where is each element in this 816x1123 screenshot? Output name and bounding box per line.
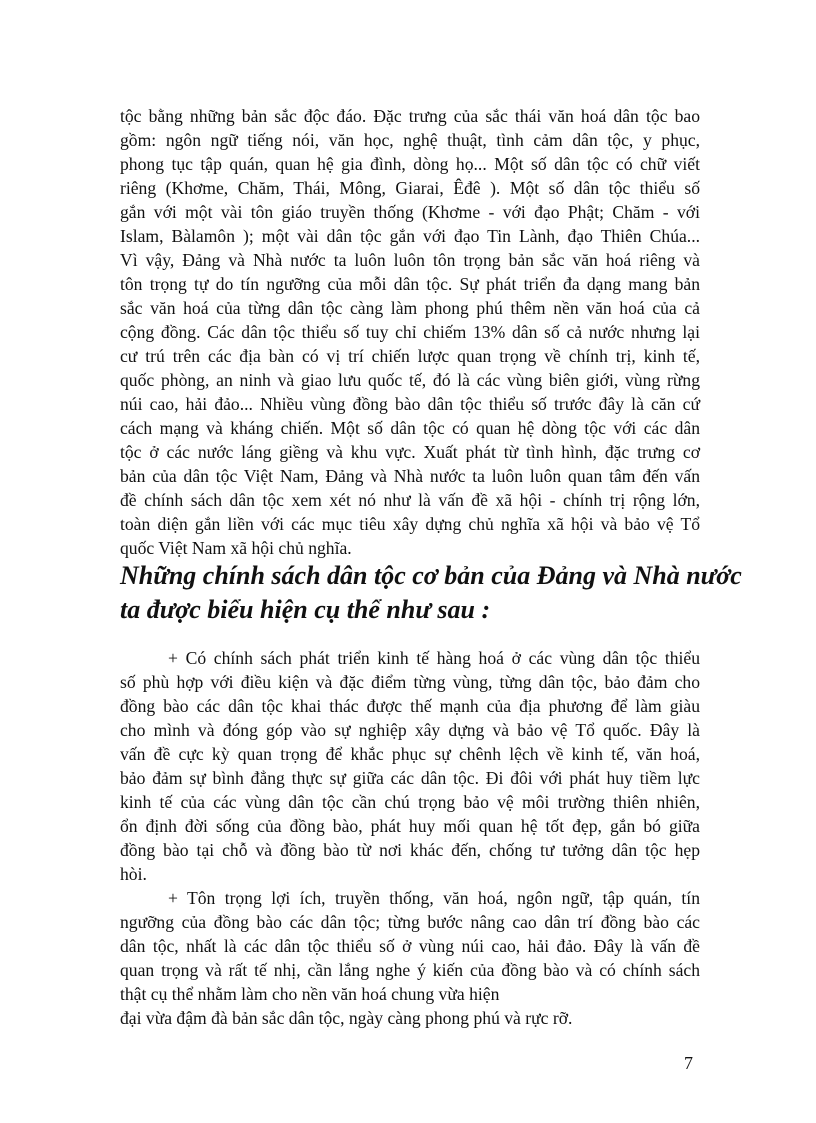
text-line: tôn trọng tự do tín ngưỡng của mỗi dân tộc. Sự phát triển đa dạng mang bản [120,274,700,294]
text-line: sắc văn hoá của từng dân tộc càng làm phong phú thêm nền văn hoá của cả [120,298,700,318]
text-line: cư trú trên các địa bàn có vị trí chiến lược quan trọng về chính trị, kinh tế, [120,346,700,366]
text-line: đồng bào tại chỗ và đồng bào từ nơi khác đến, chống tư tưởng dân tộc hẹp [120,840,700,860]
page-number: 7 [684,1053,693,1073]
text-line: Islam, Bàlamôn ); một vài dân tộc gắn với đạo Tin Lành, đạo Thiên Chúa... [120,226,700,246]
text-line: gồm: ngôn ngữ tiếng nói, văn học, nghệ thuật, tình cảm dân tộc, y phục, [120,130,700,150]
text-line: Vì vậy, Đảng và Nhà nước ta luôn luôn tôn trọng bản sắc văn hoá riêng và [120,250,700,270]
text-line: kinh tế của các vùng dân tộc cần chú trọng bảo vệ môi trường thiên nhiên, [120,792,700,812]
text-line: dân tộc, nhất là các dân tộc thiểu số ở vùng núi cao, hải đảo. Đây là vấn đề [120,936,700,956]
text-line: quốc phòng, an ninh và giao lưu quốc tế, đó là các vùng biên giới, vùng rừng [120,370,700,390]
text-line: vấn đề cực kỳ quan trọng để khắc phục sự chênh lệch về kinh tế, văn hoá, [120,744,700,764]
text-line: đại vừa đậm đà bản sắc dân tộc, ngày càng phong phú và rực rỡ. [120,1008,573,1028]
heading-line: ta được biểu hiện cụ thể như sau : [120,595,491,624]
text-line: số phù hợp với điều kiện và đặc điểm từng vùng, từng dân tộc, bảo đảm cho [120,672,700,692]
text-line: ổn định đời sống của đồng bào, phát huy mối quan hệ tốt đẹp, gắn bó giữa [120,816,700,836]
text-line: cộng đồng. Các dân tộc thiểu số tuy chỉ chiếm 13% dân số cả nước nhưng lại [120,322,700,342]
text-line: ngưỡng của đồng bào các dân tộc; từng bước nâng cao dân trí đồng bào các [120,912,700,932]
text-line: + Có chính sách phát triển kinh tế hàng hoá ở các vùng dân tộc thiểu [168,648,700,668]
text-line: đề chính sách dân tộc xem xét nó như là vấn đề xã hội - chính trị rộng lớn, [120,490,700,510]
text-line: quan trọng và rất tế nhị, cần lắng nghe ý kiến của đồng bào và có chính sách [120,960,700,980]
text-line: tộc bằng những bản sắc độc đáo. Đặc trưng của sắc thái văn hoá dân tộc bao [120,106,700,126]
text-line: hòi. [120,864,147,884]
text-line: tộc ở các nước láng giềng và khu vực. Xuất phát từ tình hình, đặc trưng cơ [120,442,700,462]
text-line: núi cao, hải đảo... Nhiều vùng đồng bào dân tộc thiểu số trước đây là căn cứ [120,394,700,414]
text-line: gắn với một vài tôn giáo truyền thống (Khơme - với đạo Phật; Chăm - với [120,202,700,222]
heading-line: Những chính sách dân tộc cơ bản của Đảng và Nhà nước [120,561,742,590]
text-line: bản của dân tộc Việt Nam, Đảng và Nhà nước ta luôn luôn quan tâm đến vấn [120,466,700,486]
text-line: riêng (Khơme, Chăm, Thái, Mông, Giarai, Êđê ). Một số dân tộc thiểu số [120,178,700,198]
text-line: bảo đảm sự bình đẳng thực sự giữa các dân tộc. Đi đôi với phát huy tiềm lực [120,768,700,788]
text-line: cách mạng và kháng chiến. Một số dân tộc có quan hệ dòng tộc với các dân [120,418,700,438]
text-line: + Tôn trọng lợi ích, truyền thống, văn hoá, ngôn ngữ, tập quán, tín [168,888,700,908]
text-line: toàn diện gắn liền với các mục tiêu xây dựng chủ nghĩa xã hội và bảo vệ Tổ [120,514,700,534]
text-line: quốc Việt Nam xã hội chủ nghĩa. [120,538,352,558]
text-line: phong tục tập quán, quan hệ gia đình, dòng họ... Một số dân tộc có chữ viết [120,154,700,174]
text-line: đồng bào các dân tộc khai thác được thế mạnh của địa phương để làm giàu [120,696,700,716]
text-line: thật cụ thể nhằm làm cho nền văn hoá chung vừa hiện [120,984,500,1004]
text-line: cho mình và đóng góp vào sự nghiệp xây dựng và bảo vệ Tổ quốc. Đây là [120,720,700,740]
